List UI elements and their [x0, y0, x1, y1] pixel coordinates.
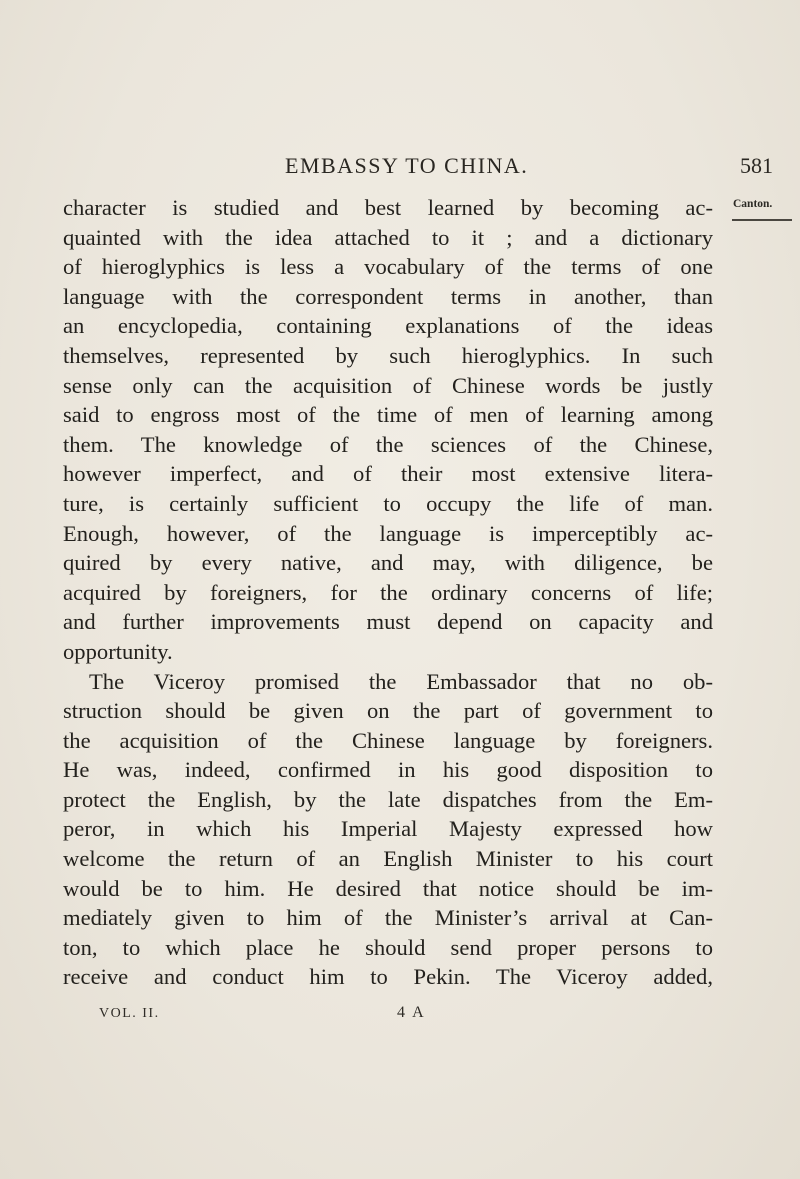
text-line: of hieroglyphics is less a vocabulary of the terms of one — [63, 254, 713, 280]
body-text — [63, 193, 713, 992]
margin-note: Canton. — [733, 198, 773, 210]
page-footer — [0, 1006, 800, 1028]
text-line: struction should be given on the part of government to — [63, 698, 713, 724]
text-line: language with the correspondent terms in another, than — [63, 283, 713, 309]
running-head — [0, 153, 800, 183]
text-line: an encyclopedia, containing explanations of the ideas — [63, 313, 713, 339]
text-line: ton, to which place he should send proper persons to — [63, 934, 713, 960]
text-line: receive and conduct him to Pekin. The Viceroy added, — [63, 964, 713, 990]
paragraph-end-line: opportunity. — [63, 638, 173, 664]
margin-note-rule — [732, 219, 792, 221]
text-line: ture, is certainly sufficient to occupy the life of man. — [63, 490, 713, 516]
running-title: EMBASSY TO CHINA. — [285, 153, 529, 178]
text-line: however imperfect, and of their most extensive litera- — [63, 461, 713, 487]
text-line: quainted with the idea attached to it ; and a dictionary — [63, 224, 713, 250]
text-line: said to engross most of the time of men of learning among — [63, 402, 713, 428]
text-line: protect the English, by the late dispatches from the Em- — [63, 786, 713, 812]
text-line: would be to him. He desired that notice should be im- — [63, 875, 713, 901]
text-line: acquired by foreigners, for the ordinary concerns of life; — [63, 579, 713, 605]
text-line: sense only can the acquisition of Chinese words be justly — [63, 372, 713, 398]
text-line: character is studied and best learned by becoming ac- — [63, 195, 713, 220]
text-line: the acquisition of the Chinese language by foreigners. — [63, 727, 713, 753]
text-line: and further improvements must depend on capacity and — [63, 609, 713, 635]
paragraph-start-line: The Viceroy promised the Embassador that no ob- — [89, 668, 713, 694]
page-number: 581 — [740, 153, 773, 178]
text-line: themselves, represented by such hieroglyphics. In such — [63, 342, 713, 368]
text-line: quired by every native, and may, with diligence, be — [63, 550, 713, 576]
signature-mark: 4 A — [397, 1004, 426, 1021]
text-line: them. The knowledge of the sciences of the Chinese, — [63, 431, 713, 457]
text-line: welcome the return of an English Minister to his court — [63, 846, 713, 872]
volume-mark: VOL. II. — [99, 1006, 160, 1021]
text-line: mediately given to him of the Minister’s arrival at Can- — [63, 905, 713, 931]
text-line: peror, in which his Imperial Majesty expressed how — [63, 816, 713, 842]
text-line: Enough, however, of the language is imperceptibly ac- — [63, 520, 713, 546]
text-line: He was, indeed, confirmed in his good disposition to — [63, 757, 713, 783]
